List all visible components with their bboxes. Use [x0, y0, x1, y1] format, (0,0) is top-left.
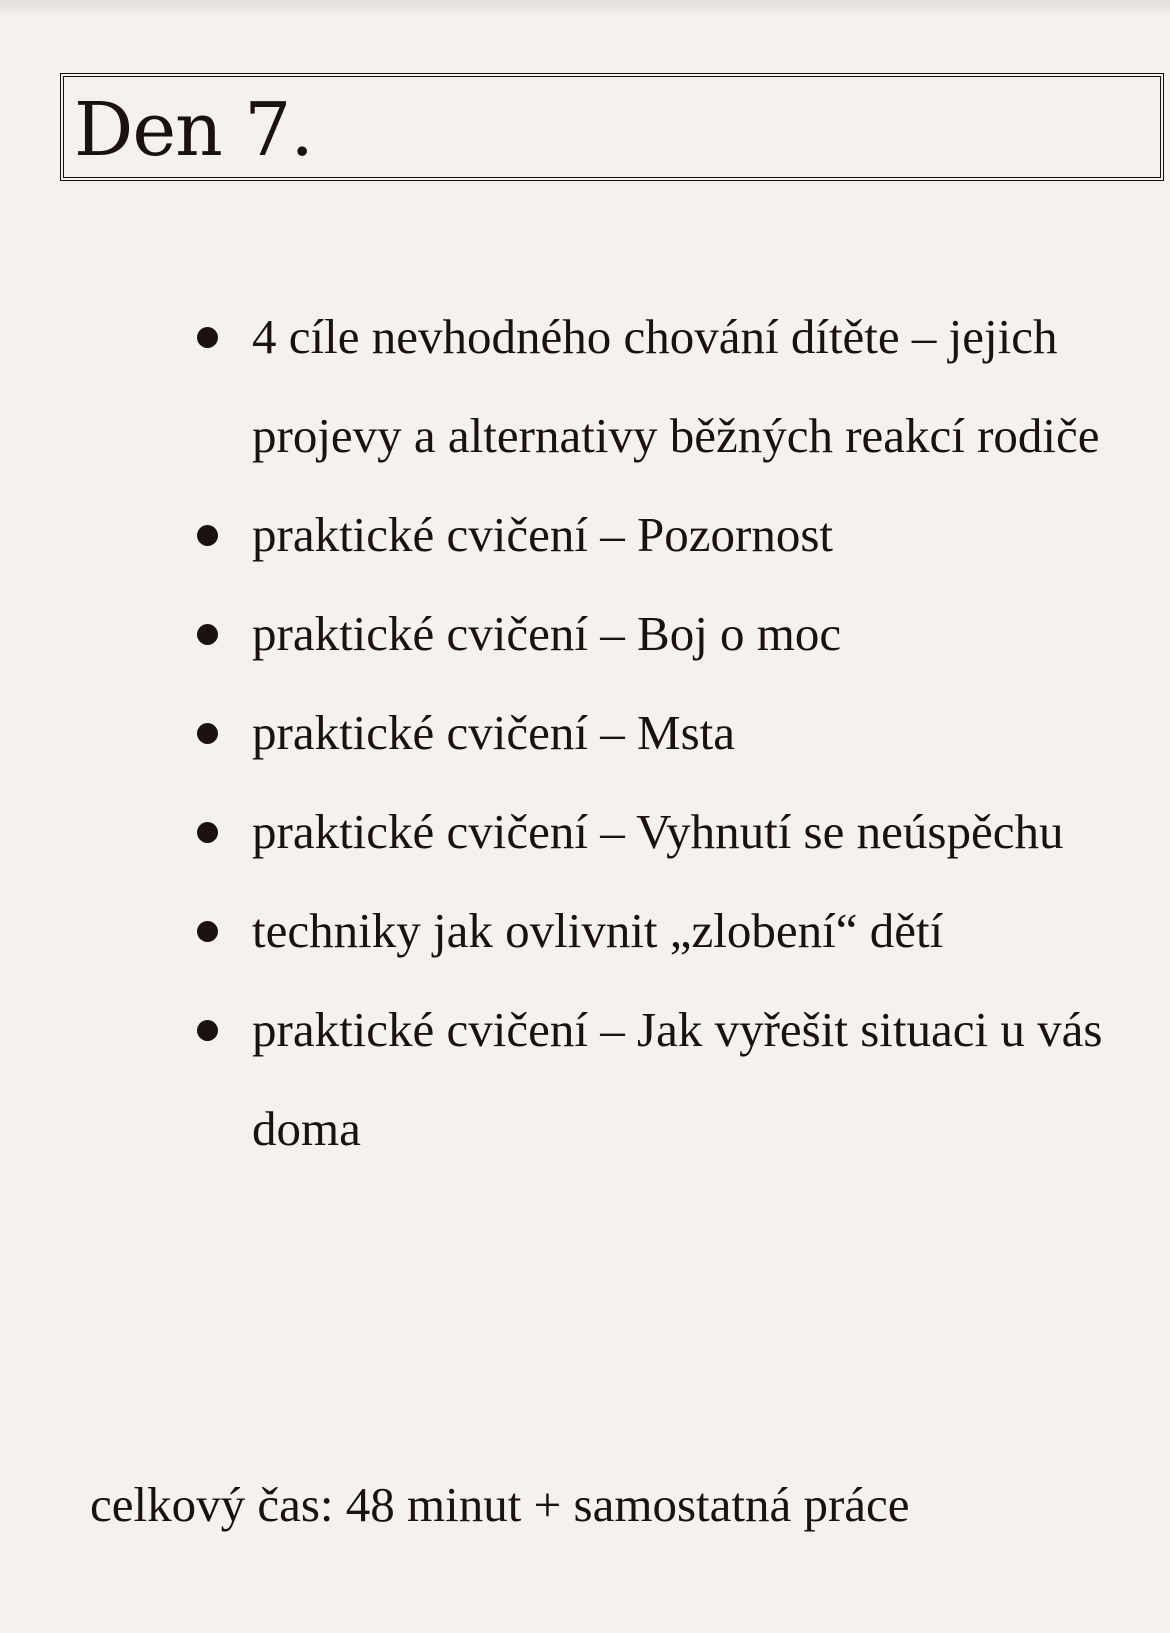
bullet-icon — [197, 327, 218, 348]
page-top-shadow — [0, 0, 1170, 18]
page-title: Den 7. — [74, 87, 313, 173]
list-item-text: praktické cvičení – Pozornost — [252, 507, 834, 562]
list-item-text: praktické cvičení – Vyhnutí se neúspěchu — [252, 804, 1064, 859]
bullet-icon — [197, 723, 218, 744]
list-item — [0, 881, 1170, 980]
bullet-icon — [197, 1020, 218, 1041]
topic-list — [0, 287, 1170, 1178]
list-item — [0, 287, 1170, 485]
list-item — [0, 980, 1170, 1178]
list-item-text: praktické cvičení – Jak vyřešit situaci u vás doma — [252, 1002, 1103, 1156]
list-item-text: 4 cíle nevhodného chování dítěte – jejich projevy a alternativy běžných reakcí rodiče — [252, 309, 1100, 463]
list-item — [0, 485, 1170, 584]
list-item — [0, 683, 1170, 782]
bullet-icon — [197, 525, 218, 546]
list-item-text: techniky jak ovlivnit „zlobení“ dětí — [252, 903, 944, 958]
list-item — [0, 584, 1170, 683]
bullet-icon — [197, 624, 218, 645]
title-frame — [60, 73, 1164, 181]
total-time-note: celkový čas: 48 minut + samostatná práce — [90, 1477, 910, 1532]
list-item — [0, 782, 1170, 881]
list-item-text: praktické cvičení – Msta — [252, 705, 736, 760]
list-item-text: praktické cvičení – Boj o moc — [252, 606, 842, 661]
bullet-icon — [197, 822, 218, 843]
bullet-icon — [197, 921, 218, 942]
